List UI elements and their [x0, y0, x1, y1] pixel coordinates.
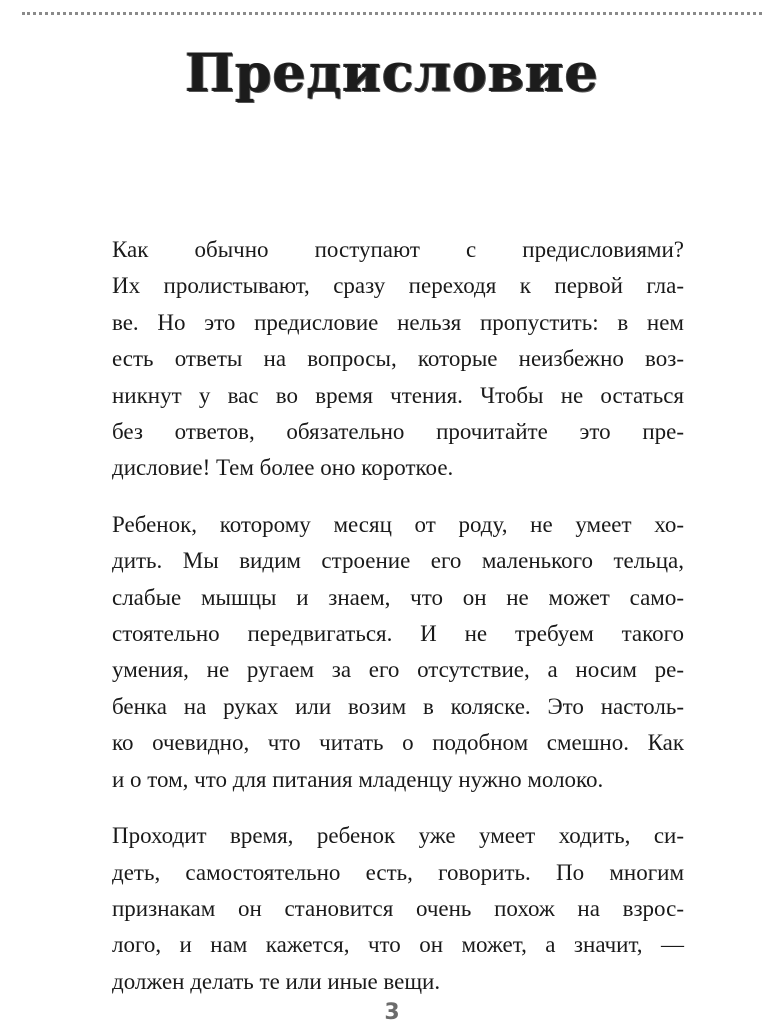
text-line: бенка на руках или возим в коляске. Это настоль- — [112, 693, 684, 719]
text-line: Их пролистывают, сразу переходя к первой гла- — [112, 273, 684, 299]
paragraph-2 — [112, 507, 684, 798]
text-line: дить. Мы видим строение его маленького тельца, — [112, 548, 684, 574]
text-line: признакам он становится очень похож на взрос- — [112, 895, 684, 921]
chapter-title: Предисловие — [185, 43, 599, 104]
text-line: деть, самостоятельно есть, говорить. По многим — [112, 859, 684, 885]
text-line: и о том, что для питания младенцу нужно молоко. — [112, 766, 604, 792]
text-line: Как обычно поступают с предисловиями? — [112, 237, 684, 262]
text-line: умения, не ругаем за его отсутствие, а носим ре- — [112, 657, 684, 683]
top-dotted-rule — [22, 12, 762, 15]
paragraph-3 — [112, 818, 684, 1000]
text-line: должен делать те или иные вещи. — [112, 968, 441, 994]
text-line: слабые мышцы и знаем, что он не может само- — [112, 584, 684, 610]
text-line: есть ответы на вопросы, которые неизбежно воз- — [112, 346, 684, 372]
paragraph-1 — [112, 232, 684, 487]
body-text — [112, 232, 684, 1020]
text-line: ве. Но это предисловие нельзя пропустить: в нем — [112, 309, 684, 335]
text-line: стоятельно передвигаться. И не требуем такого — [112, 621, 684, 647]
text-line: Ребенок, которому месяц от роду, не умеет хо- — [112, 511, 684, 537]
text-line: дисловие! Тем более оно короткое. — [112, 455, 454, 481]
text-line: ко очевидно, что читать о подобном смешно. Как — [112, 730, 684, 756]
text-line: без ответов, обязательно прочитайте это пре- — [112, 419, 684, 445]
text-line: лого, и нам кажется, что он может, а значит, — — [112, 932, 684, 958]
page-number: 3 — [384, 1000, 400, 1025]
text-line: никнут у вас во время чтения. Чтобы не остаться — [112, 382, 684, 408]
text-line: Проходит время, ребенок уже умеет ходить, си- — [112, 823, 684, 849]
